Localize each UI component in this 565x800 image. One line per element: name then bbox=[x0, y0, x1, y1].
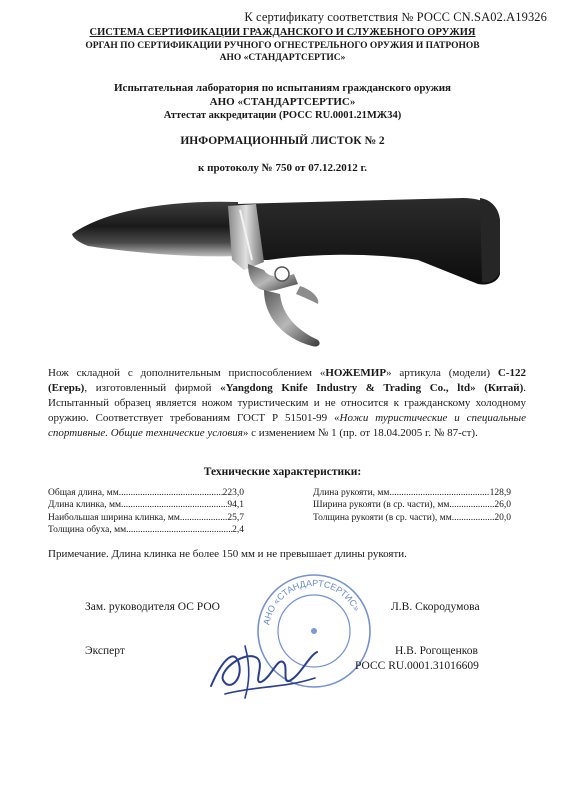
spec-value: 128,9 bbox=[489, 488, 511, 498]
model-name: С-122 (Егерь) bbox=[48, 367, 526, 394]
laboratory-title: Испытательная лаборатория по испытаниям гражданского оружия bbox=[114, 82, 451, 94]
spec-label: Длина клинка, мм bbox=[48, 500, 121, 511]
product-description bbox=[48, 366, 526, 441]
stamp-text: АНО «СТАНДАРТСЕРТИС» bbox=[261, 577, 362, 626]
spec-value: 2,4 bbox=[232, 524, 244, 535]
description-text-2: » артикула (модели) bbox=[386, 367, 498, 379]
expert-label: Эксперт bbox=[85, 645, 125, 657]
spec-value: 26,0 bbox=[494, 500, 511, 511]
spec-row bbox=[48, 487, 244, 499]
certification-body-title: ОРГАН ПО СЕРТИФИКАЦИИ РУЧНОГО ОГНЕСТРЕЛЬНОГО ОРУЖИЯ И ПАТРОНОВ bbox=[85, 41, 480, 51]
certification-system-title: СИСТЕМА СЕРТИФИКАЦИИ ГРАЖДАНСКОГО И СЛУЖЕБНОГО ОРУЖИЯ bbox=[89, 27, 476, 38]
organization-name: АНО «СТАНДАРТСЕРТИС» bbox=[219, 53, 346, 63]
document-title: ИНФОРМАЦИОННЫЙ ЛИСТОК № 2 bbox=[180, 135, 385, 147]
manufacturer-name: «Yangdong Knife Industry & Trading Co., ltd» (Китай) bbox=[220, 382, 524, 394]
spec-value: 25,7 bbox=[227, 512, 244, 523]
signatory-name: Л.В. Скородумова bbox=[391, 601, 480, 613]
specs-right-column bbox=[313, 487, 511, 524]
description-text-3: , изготовленный фирмой bbox=[84, 382, 221, 394]
spec-value: 20,0 bbox=[494, 512, 511, 523]
description-text-1: Нож складной с дополнительным приспособлением « bbox=[48, 367, 326, 379]
spec-label: Длина рукояти, мм bbox=[313, 488, 390, 498]
spec-row bbox=[48, 499, 244, 511]
knife-photo bbox=[68, 186, 508, 366]
spec-label: Ширина рукояти (в ср. части), мм bbox=[313, 500, 450, 511]
spec-row bbox=[313, 487, 511, 499]
spec-value: 94,1 bbox=[227, 500, 244, 511]
spec-row bbox=[48, 512, 244, 524]
spec-label: Общая длина, мм bbox=[48, 488, 119, 498]
expert-signature bbox=[205, 628, 325, 703]
laboratory-organization: АНО «СТАНДАРТСЕРТИС» bbox=[209, 96, 356, 108]
spec-label: Толщина обуха, мм bbox=[48, 524, 127, 535]
protocol-reference: к протоколу № 750 от 07.12.2012 г. bbox=[198, 162, 367, 174]
certificate-reference: К сертификату соответствия № РОСС CN.SA02.A19326 bbox=[244, 10, 547, 24]
expert-name: Н.В. Рогощенков bbox=[395, 645, 478, 657]
spec-row bbox=[48, 524, 244, 536]
description-text-4: . Испытанный образец является ножом туристическим и не относится к гражданскому холодному оружию. Соответствует требованиям ГОСТ Р 51501-99 « bbox=[48, 382, 526, 424]
specs-title: Технические характеристики: bbox=[203, 466, 362, 478]
accreditation-line: Аттестат аккредитации (РОСС RU.0001.21МЖ34) bbox=[163, 110, 402, 121]
specs-left-column bbox=[48, 487, 244, 536]
brand-name: НОЖЕМИР bbox=[325, 367, 387, 379]
spec-label: Толщина рукояти (в ср. части), мм bbox=[313, 512, 452, 523]
standard-name: Ножи туристические и специальные спортивные. Общие технические условия bbox=[48, 412, 526, 439]
spec-value: 223,0 bbox=[222, 488, 244, 498]
note: Примечание. Длина клинка не более 150 мм и не превышает длины рукояти. bbox=[48, 548, 407, 560]
spec-row bbox=[313, 512, 511, 524]
signatory-position: Зам. руководителя ОС РОО bbox=[85, 601, 220, 613]
spec-row bbox=[313, 499, 511, 511]
spec-label: Наибольшая ширина клинка, мм bbox=[48, 512, 180, 523]
description-text-5: » с изменением № 1 (пр. от 18.04.2005 г. № 87-ст). bbox=[242, 427, 478, 439]
expert-registration: РОСС RU.0001.31016609 bbox=[355, 660, 479, 672]
